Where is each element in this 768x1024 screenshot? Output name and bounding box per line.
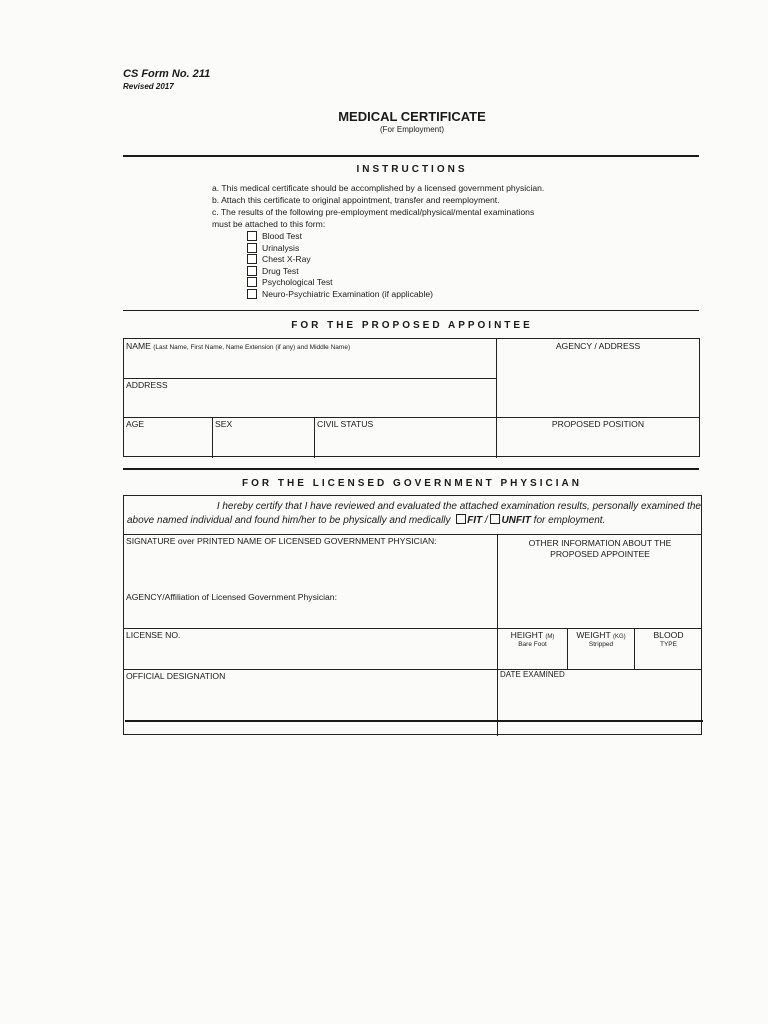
appointee-table: [123, 338, 700, 457]
unfit-checkbox[interactable]: [490, 514, 500, 524]
checkbox[interactable]: [247, 277, 257, 287]
instruction-c: c. The results of the following pre-employment medical/physical/mental examinations: [212, 207, 535, 217]
form-subtitle: (For Employment): [379, 125, 444, 134]
signature-field[interactable]: SIGNATURE over PRINTED NAME OF LICENSED GOVERNMENT PHYSICIAN:: [126, 536, 437, 546]
blood-type-field[interactable]: BLOOD: [653, 630, 684, 640]
divider: [123, 310, 699, 311]
official-designation-field[interactable]: OFFICIAL DESIGNATION: [126, 671, 226, 681]
divider: [123, 155, 699, 157]
blood-type-sublabel: TYPE: [660, 641, 677, 648]
checkbox[interactable]: [247, 254, 257, 264]
exam-item: Urinalysis: [247, 242, 299, 254]
height-field[interactable]: HEIGHT (M): [510, 630, 555, 640]
instructions-heading: INSTRUCTIONS: [356, 164, 468, 175]
certification-statement: I hereby certify that I have reviewed and evaluated the attached examination results, personally examined the above named individual and found him/her to be physically and medically FIT / UNFIT for employment.: [127, 501, 701, 526]
form-title: MEDICAL CERTIFICATE: [338, 109, 486, 124]
appointee-heading: FOR THE PROPOSED APPOINTEE: [291, 320, 533, 331]
checkbox[interactable]: [247, 243, 257, 253]
revision-date: Revised 2017: [123, 82, 174, 91]
physician-table: [123, 495, 702, 735]
weight-field[interactable]: WEIGHT (KG): [576, 630, 626, 640]
age-field[interactable]: AGE: [126, 419, 145, 429]
fit-checkbox[interactable]: [456, 514, 466, 524]
form-number: CS Form No. 211: [123, 68, 211, 80]
physician-agency-field[interactable]: AGENCY/Affiliation of Licensed Government Physician:: [126, 592, 337, 602]
exam-item: Blood Test: [247, 230, 302, 242]
instruction-a: a. This medical certificate should be accomplished by a licensed government physician.: [212, 183, 545, 193]
exam-item: Chest X-Ray: [247, 253, 311, 265]
checkbox[interactable]: [247, 266, 257, 276]
other-info-label: OTHER INFORMATION ABOUT THE: [528, 538, 672, 548]
date-examined-field[interactable]: DATE EXAMINED: [500, 670, 565, 679]
proposed-position-field[interactable]: PROPOSED POSITION: [551, 419, 645, 429]
weight-sublabel: Stripped: [588, 641, 614, 648]
instruction-c-cont: must be attached to this form:: [212, 219, 326, 229]
license-no-field[interactable]: LICENSE NO.: [126, 630, 181, 640]
checkbox[interactable]: [247, 289, 257, 299]
exam-item: Neuro-Psychiatric Examination (if applicable): [247, 288, 433, 300]
exam-item: Psychological Test: [247, 276, 333, 288]
sex-field[interactable]: SEX: [215, 419, 233, 429]
address-field[interactable]: ADDRESS: [126, 380, 168, 390]
divider: [125, 720, 703, 722]
civil-status-field[interactable]: CIVIL STATUS: [317, 419, 374, 429]
height-sublabel: Bare Foot: [518, 641, 547, 648]
exam-item: Drug Test: [247, 265, 299, 277]
physician-heading: FOR THE LICENSED GOVERNMENT PHYSICIAN: [242, 478, 582, 489]
name-field[interactable]: NAME (Last Name, First Name, Name Extension (if any) and Middle Name): [126, 341, 351, 351]
checkbox[interactable]: [247, 231, 257, 241]
instruction-b: b. Attach this certificate to original appointment, transfer and reemployment.: [212, 195, 500, 205]
divider: [123, 468, 699, 470]
other-info-label: PROPOSED APPOINTEE: [550, 549, 650, 559]
agency-address-field[interactable]: AGENCY / ADDRESS: [555, 341, 641, 351]
